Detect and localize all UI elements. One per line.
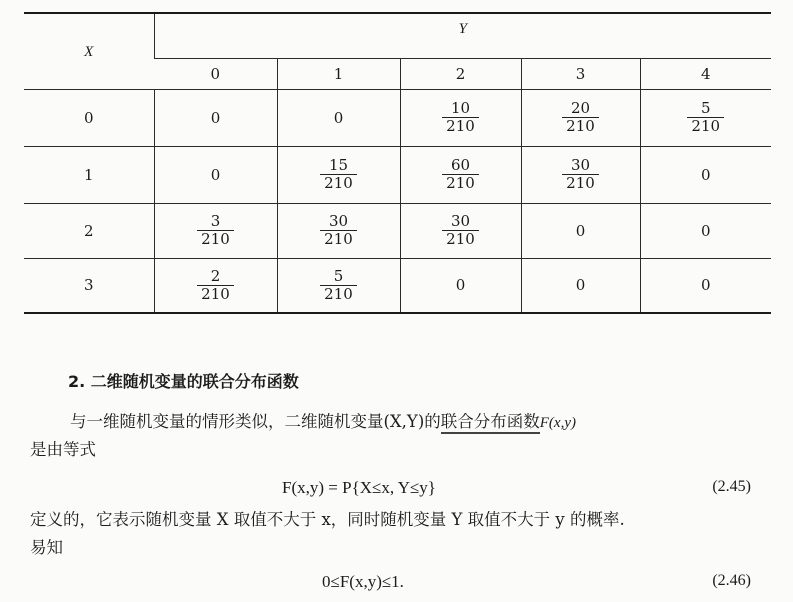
table-cell — [400, 146, 521, 203]
table-cell — [154, 258, 277, 313]
table-cell: 0 — [640, 258, 771, 313]
joint-distribution-table — [24, 12, 771, 314]
equation-number-2-46: (2.46) — [712, 572, 751, 589]
table-row — [24, 89, 771, 146]
equation-number-2-45: (2.45) — [712, 478, 751, 495]
denominator: 210 — [201, 230, 230, 248]
table-row — [24, 203, 771, 258]
denominator: 210 — [446, 230, 475, 248]
fraction — [442, 100, 479, 136]
fraction — [197, 213, 234, 249]
denominator: 210 — [201, 284, 230, 303]
numerator: 60 — [442, 157, 479, 175]
table-cell — [154, 203, 277, 258]
fraction — [320, 213, 357, 249]
table-row — [24, 146, 771, 203]
paragraph-intro-line2: 是由等式 — [30, 440, 96, 459]
row-label: 1 — [24, 146, 154, 203]
denominator: 210 — [324, 174, 353, 192]
table-cell: 0 — [521, 203, 640, 258]
numerator: 30 — [320, 213, 357, 231]
table-cell: 0 — [521, 258, 640, 313]
denominator: 210 — [691, 117, 721, 135]
table-cell: 0 — [277, 89, 400, 146]
denominator: 210 — [324, 284, 353, 303]
row-label: 2 — [24, 203, 154, 258]
section-title: 2. 二维随机变量的联合分布函数 — [68, 372, 299, 391]
fraction — [562, 100, 599, 136]
paragraph-definition-line2: 易知 — [30, 538, 63, 557]
row-header-x: X — [24, 13, 154, 89]
denominator: 210 — [566, 174, 595, 192]
col-header-1: 1 — [277, 58, 400, 89]
table-cell — [400, 203, 521, 258]
paragraph-intro-text: 与一维随机变量的情形类似，二维随机变量(X,Y)的 — [70, 412, 441, 431]
table-cell: 0 — [640, 203, 771, 258]
fraction — [442, 213, 479, 249]
paragraph-definition: 定义的，它表示随机变量 X 取值不大于 x，同时随机变量 Y 取值不大于 y 的概率. — [30, 510, 625, 529]
numerator: 30 — [442, 213, 479, 231]
table-cell — [277, 203, 400, 258]
table-cell: 0 — [640, 146, 771, 203]
numerator: 20 — [562, 100, 599, 118]
col-header-2: 2 — [400, 58, 521, 89]
row-label: 0 — [24, 89, 154, 146]
fraction — [320, 268, 357, 304]
denominator: 210 — [446, 117, 475, 135]
func-notation: F(x,y) — [539, 415, 576, 431]
denominator: 210 — [566, 117, 595, 135]
fraction — [320, 157, 357, 193]
table-cell: 0 — [400, 258, 521, 313]
table-cell — [277, 258, 400, 313]
numerator: 15 — [320, 157, 357, 175]
numerator: 10 — [442, 100, 479, 118]
table-cell — [277, 146, 400, 203]
table-cell — [400, 89, 521, 146]
table-cell: 0 — [154, 89, 277, 146]
fraction — [442, 157, 479, 193]
equation-2-46: 0≤F(x,y)≤1. — [322, 572, 404, 591]
fraction — [562, 157, 599, 193]
numerator: 5 — [320, 268, 357, 286]
col-header-0: 0 — [154, 58, 277, 89]
fraction — [687, 100, 724, 136]
numerator: 5 — [687, 100, 724, 118]
col-header-y: Y — [154, 13, 771, 58]
table-cell — [640, 89, 771, 146]
paragraph-intro — [30, 412, 773, 432]
table-cell: 0 — [154, 146, 277, 203]
fraction — [197, 268, 234, 304]
term-joint-cdf: 联合分布函数 — [441, 412, 540, 434]
denominator: 210 — [446, 174, 475, 192]
row-label: 3 — [24, 258, 154, 313]
table-cell — [521, 89, 640, 146]
numerator: 3 — [197, 213, 234, 231]
col-header-4: 4 — [640, 58, 771, 89]
table-cell — [521, 146, 640, 203]
equation-2-45: F(x,y) = P{X≤x, Y≤y} — [282, 478, 436, 497]
denominator: 210 — [324, 230, 353, 248]
numerator: 30 — [562, 157, 599, 175]
numerator: 2 — [197, 268, 234, 286]
col-header-3: 3 — [521, 58, 640, 89]
table-row — [24, 258, 771, 313]
